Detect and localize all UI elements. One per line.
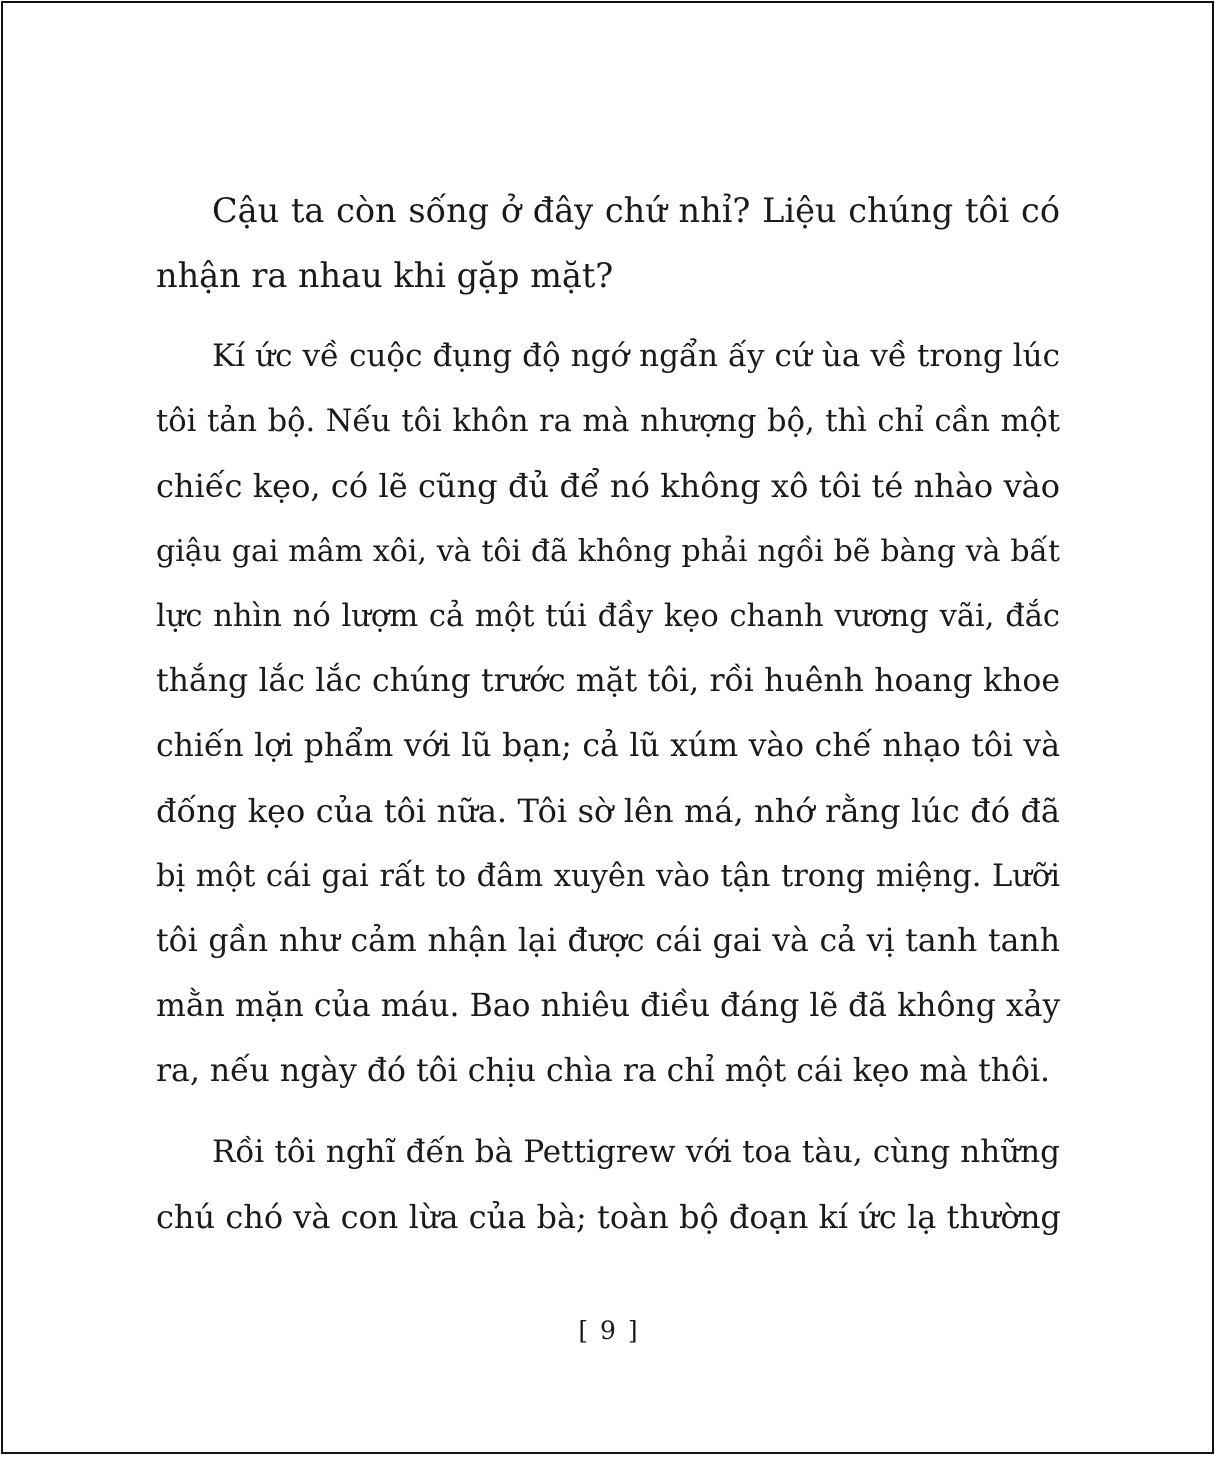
text-line: tôi gần như cảm nhận lại được cái gai và cả vị tanh tanh: [156, 923, 1060, 959]
text-line: Rồi tôi nghĩ đến bà Pettigrew với toa tàu, cùng những: [212, 1134, 1060, 1170]
text-line: chiếc kẹo, có lẽ cũng đủ để nó không xô tôi té nhào vào: [156, 467, 1060, 505]
text-line: đống kẹo của tôi nữa. Tôi sờ lên má, nhớ rằng lúc đó đã: [156, 792, 1060, 830]
paragraph-2: [156, 324, 1060, 1104]
text-line: Kí ức về cuộc đụng độ ngớ ngẩn ấy cứ ùa về trong lúc: [212, 338, 1060, 374]
text-line: ra, nếu ngày đó tôi chịu chìa ra chỉ một cái kẹo mà thôi.: [156, 1053, 1051, 1089]
page-number: [ 9 ]: [578, 1316, 640, 1345]
text-line: chú chó và con lừa của bà; toàn bộ đoạn kí ức lạ thường: [156, 1198, 1061, 1236]
text-line: bị một cái gai rất to đâm xuyên vào tận trong miệng. Lưỡi: [156, 859, 1060, 894]
text-line: lực nhìn nó lượm cả một túi đầy kẹo chanh vương vãi, đắc: [156, 599, 1060, 634]
text-line: chiến lợi phẩm với lũ bạn; cả lũ xúm vào chế nhạo tôi và: [156, 728, 1060, 764]
text-line: giậu gai mâm xôi, và tôi đã không phải ngồi bẽ bàng và bất: [156, 534, 1060, 569]
text-line: thắng lắc lắc chúng trước mặt tôi, rồi huênh hoang khoe: [156, 663, 1060, 699]
body-text: [156, 178, 1060, 1266]
text-line: tôi tản bộ. Nếu tôi khôn ra mà nhượng bộ, thì chỉ cần một: [156, 404, 1060, 439]
text-line: nhận ra nhau khi gặp mặt?: [156, 256, 614, 295]
paragraph-3: [156, 1120, 1060, 1250]
paragraph-1: [156, 178, 1060, 308]
text-line: mằn mặn của máu. Bao nhiêu điều đáng lẽ đã không xảy: [156, 988, 1061, 1024]
text-line: Cậu ta còn sống ở đây chứ nhỉ? Liệu chúng tôi có: [212, 191, 1060, 230]
